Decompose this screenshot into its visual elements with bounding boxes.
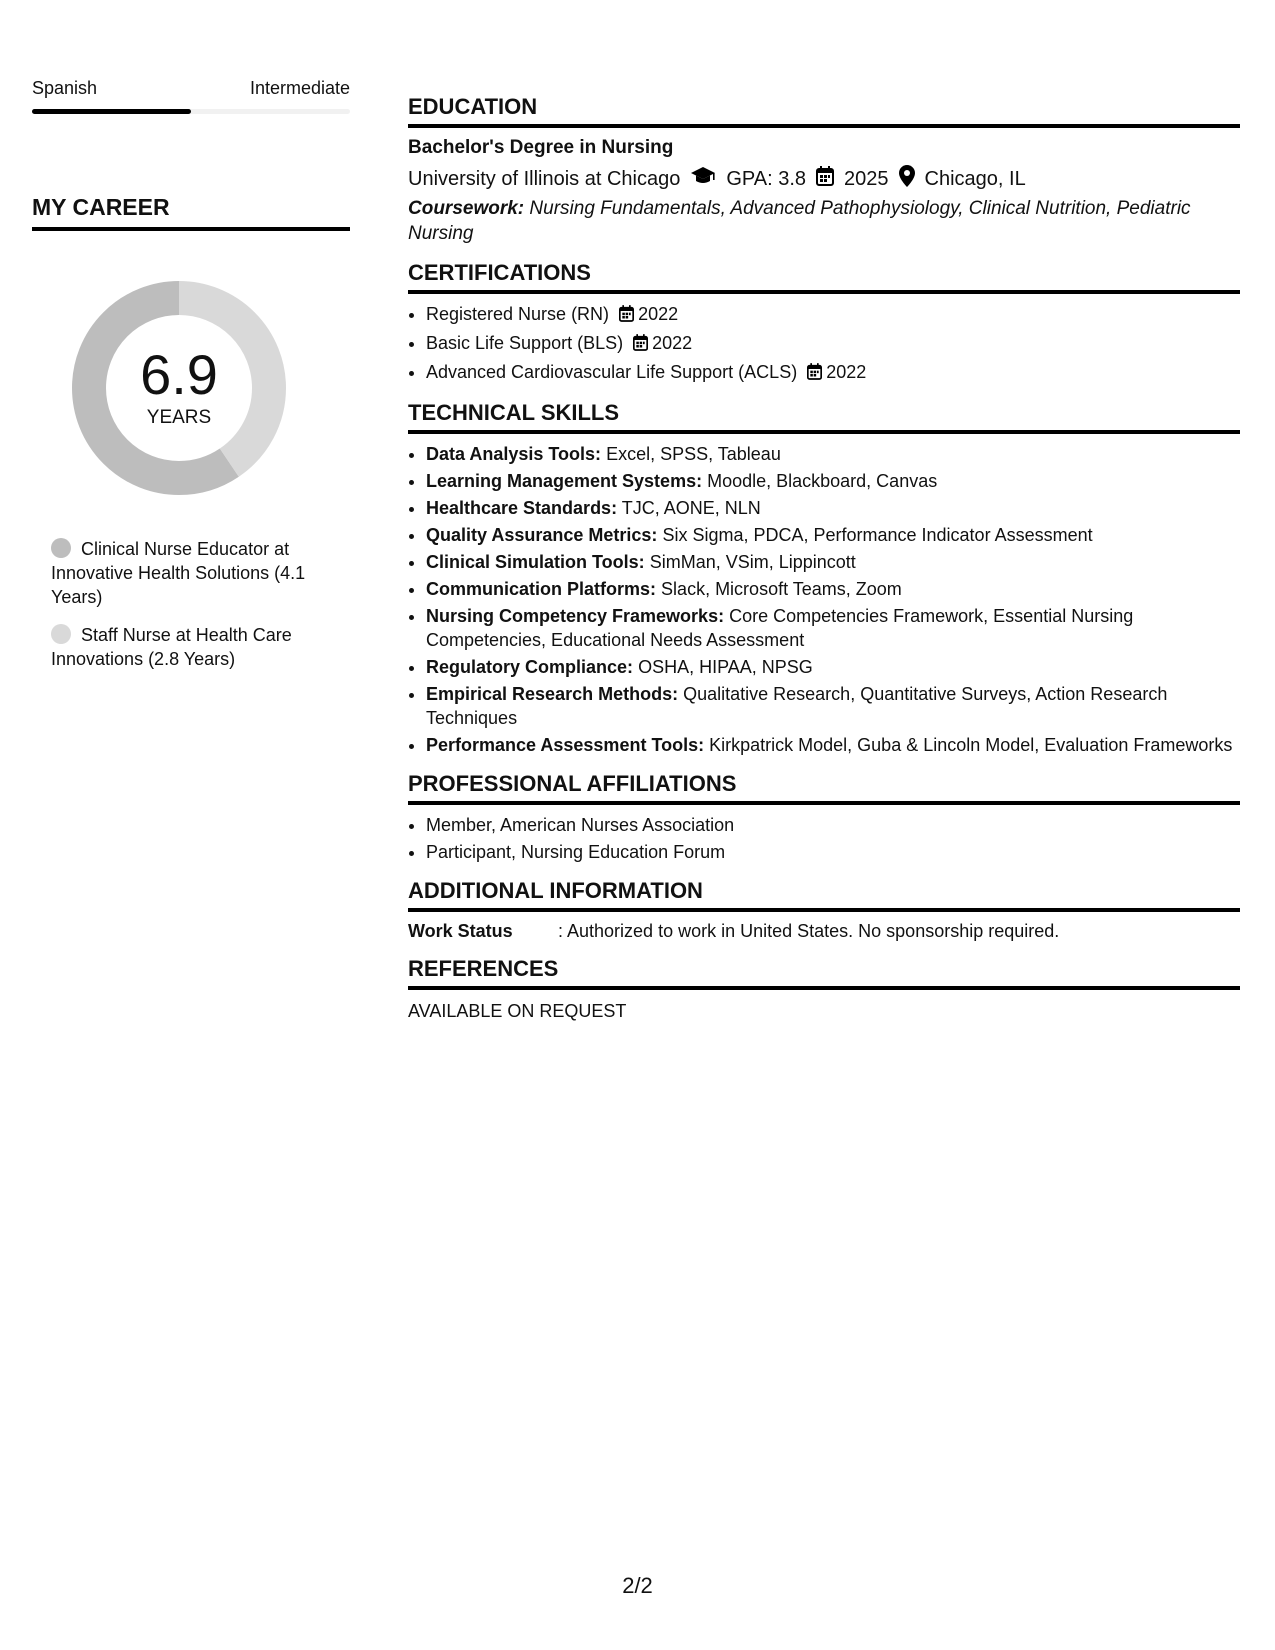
skill-value: Core Competencies Framework, Essential Nursing Competencies, Educational Needs Assessment	[426, 606, 1134, 650]
right-column	[408, 94, 1240, 1036]
calendar-icon	[807, 362, 822, 386]
additional-heading: ADDITIONAL INFORMATION	[408, 878, 1240, 912]
coursework-label: Coursework:	[408, 198, 525, 219]
total-years: 6.9	[140, 343, 218, 406]
affiliations-list	[408, 813, 1240, 864]
skill-value: Qualitative Research, Quantitative Surveys, Action Research Techniques	[426, 684, 1168, 728]
skill-item	[426, 442, 1240, 466]
certifications-list	[408, 302, 1240, 386]
coursework-list: Nursing Fundamentals, Advanced Pathophysiology, Clinical Nutrition, Pediatric Nursing	[408, 198, 1191, 244]
skill-label: Learning Management Systems:	[426, 471, 703, 491]
skill-label: Quality Assurance Metrics:	[426, 525, 658, 545]
work-status-label: Work Status	[408, 921, 513, 941]
skill-label: Data Analysis Tools:	[426, 444, 602, 464]
career-donut	[66, 275, 292, 501]
certification-name: Advanced Cardiovascular Life Support (ACLS)	[426, 362, 798, 382]
career-item-text: Staff Nurse at Health Care Innovations (2.8 Years)	[51, 625, 292, 669]
skill-item	[426, 577, 1240, 601]
coursework	[408, 196, 1240, 246]
skill-label: Nursing Competency Frameworks:	[426, 606, 725, 626]
career-item	[51, 537, 350, 609]
skill-label: Performance Assessment Tools:	[426, 735, 705, 755]
legend-dot	[51, 538, 71, 558]
affiliation-item: • Participant, Nursing Education Forum	[426, 840, 1240, 864]
degree-title: Bachelor's Degree in Nursing	[408, 137, 674, 158]
calendar-icon	[619, 304, 634, 328]
skills-section	[408, 400, 1240, 757]
certification-item	[426, 302, 1240, 328]
certifications-section	[408, 260, 1240, 386]
certification-name: Registered Nurse (RN)	[426, 304, 610, 324]
graduation-cap-icon	[690, 166, 716, 192]
career-item	[51, 623, 350, 671]
skills-list	[408, 442, 1240, 757]
years-label: YEARS	[146, 407, 212, 428]
skill-item	[426, 496, 1240, 520]
skill-value: Excel, SPSS, Tableau	[606, 444, 781, 464]
references-text: AVAILABLE ON REQUEST	[408, 1001, 627, 1021]
skill-item	[426, 733, 1240, 757]
certification-item	[426, 360, 1240, 386]
career-list	[32, 537, 350, 671]
graduation-year: 2025	[844, 167, 889, 190]
career-item-text: Clinical Nurse Educator at Innovative Health Solutions (4.1 Years)	[51, 539, 306, 607]
skill-label: Clinical Simulation Tools:	[426, 552, 645, 572]
left-column	[32, 78, 350, 685]
references-section	[408, 956, 1240, 1022]
affiliation-item: • Member, American Nurses Association	[426, 813, 1240, 837]
certifications-heading: CERTIFICATIONS	[408, 260, 1240, 294]
affiliations-heading: PROFESSIONAL AFFILIATIONS	[408, 771, 1240, 805]
work-status-row	[408, 921, 1240, 942]
certification-item	[426, 331, 1240, 357]
legend-dot	[51, 624, 71, 644]
skill-label: Regulatory Compliance:	[426, 657, 634, 677]
additional-section	[408, 878, 1240, 942]
skill-item	[426, 655, 1240, 679]
language-proficiency-bar	[32, 109, 350, 114]
skill-label: Communication Platforms:	[426, 579, 657, 599]
page-number: 2/2	[622, 1573, 653, 1598]
skill-label: Healthcare Standards:	[426, 498, 618, 518]
degree-details	[408, 165, 1240, 193]
calendar-icon	[816, 166, 834, 192]
skill-item	[426, 550, 1240, 574]
skill-item	[426, 523, 1240, 547]
language-row	[32, 78, 350, 99]
school-name: University of Illinois at Chicago	[408, 167, 681, 190]
skill-value: OSHA, HIPAA, NPSG	[638, 657, 813, 677]
skill-item	[426, 682, 1240, 730]
skill-label: Empirical Research Methods:	[426, 684, 679, 704]
skill-value: Moodle, Blackboard, Canvas	[707, 471, 938, 491]
gpa: GPA: 3.8	[726, 167, 807, 190]
donut-center	[66, 275, 292, 501]
certification-year: 2022	[638, 304, 679, 324]
skill-item	[426, 604, 1240, 652]
language-level: Intermediate	[249, 78, 350, 98]
school-location: Chicago, IL	[924, 167, 1026, 190]
career-heading: MY CAREER	[32, 194, 350, 231]
skill-value: SimMan, VSim, Lippincott	[649, 552, 856, 572]
language-name: Spanish	[32, 78, 98, 98]
skills-heading: TECHNICAL SKILLS	[408, 400, 1240, 434]
references-heading: REFERENCES	[408, 956, 1240, 990]
certification-name: Basic Life Support (BLS)	[426, 333, 624, 353]
affiliations-section	[408, 771, 1240, 864]
skill-value: TJC, AONE, NLN	[621, 498, 761, 518]
certification-year: 2022	[826, 362, 867, 382]
skill-value: Slack, Microsoft Teams, Zoom	[661, 579, 902, 599]
language-proficiency-fill	[32, 109, 191, 114]
map-pin-icon	[899, 165, 915, 193]
work-status-value: : Authorized to work in United States. No sponsorship required.	[558, 921, 1060, 941]
education-heading: EDUCATION	[408, 94, 1240, 128]
calendar-icon	[633, 333, 648, 357]
education-section	[408, 94, 1240, 246]
skill-value: Kirkpatrick Model, Guba & Lincoln Model, Evaluation Frameworks	[709, 735, 1233, 755]
certification-year: 2022	[652, 333, 693, 353]
skill-item	[426, 469, 1240, 493]
skill-value: Six Sigma, PDCA, Performance Indicator Assessment	[662, 525, 1093, 545]
